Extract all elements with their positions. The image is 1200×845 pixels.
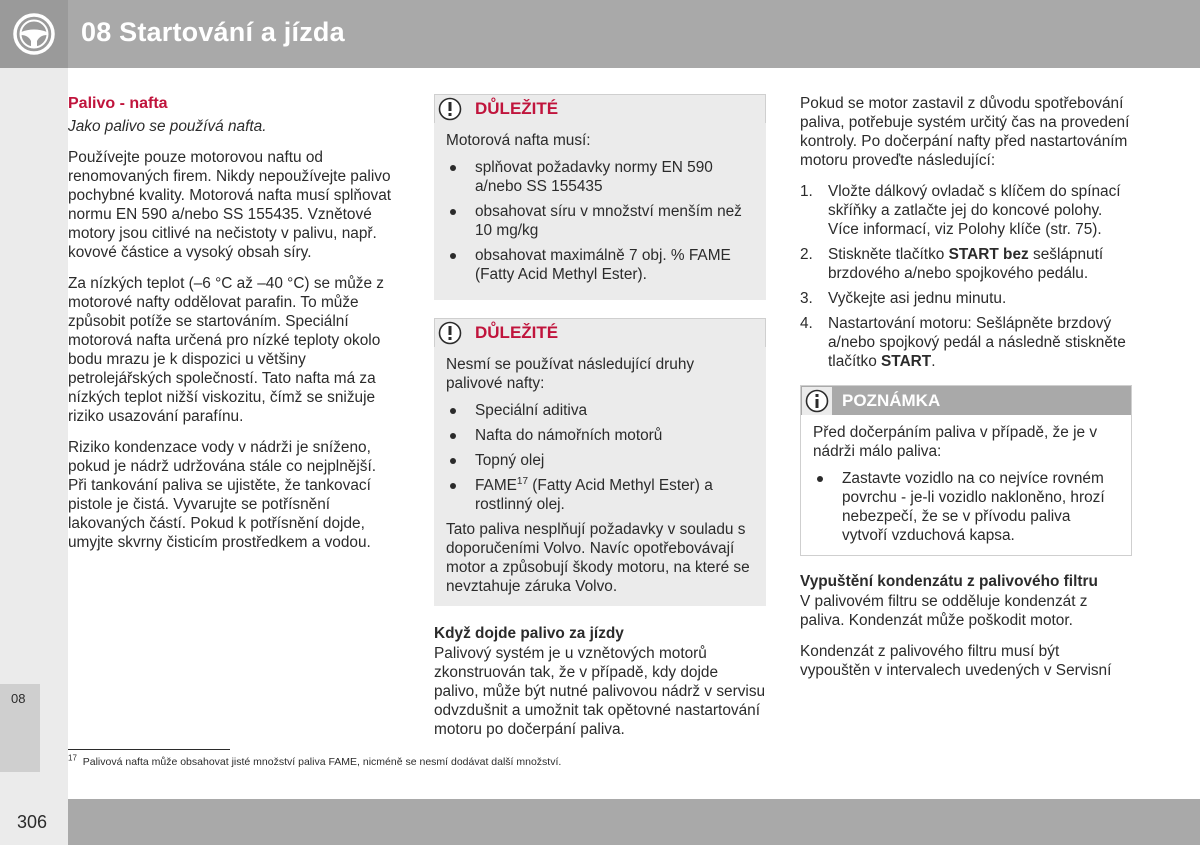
chapter-icon-box — [0, 0, 68, 68]
step-item — [800, 314, 1132, 371]
important-intro: Nesmí se používat následující druhy palivové nafty: — [446, 356, 695, 392]
list-item: Nafta do námořních motorů — [446, 426, 754, 445]
exclamation-icon-cell — [435, 319, 465, 347]
list-item: Speciální aditiva — [446, 401, 754, 420]
note-box-header — [801, 386, 1131, 415]
important-box-header — [434, 94, 766, 123]
footnote-number: 17 — [68, 753, 77, 763]
note-box — [800, 385, 1132, 556]
step-item — [800, 245, 1132, 283]
section-subtitle: Jako palivo se používá nafta. — [68, 118, 267, 135]
important-outro: Tato paliva nesplňují požadavky v souladu s doporučeními Volvo. Navíc opotřebovávají motor a způsobují škody motoru, na které se nevztahuje záruka Volvo. — [446, 521, 750, 595]
step-text-end: sešlápnutí brzdového a/nebo spojkového pedálu. — [828, 246, 1104, 282]
forbidden-list — [446, 401, 754, 514]
chapter-title: 08 Startování a jízda — [81, 17, 345, 47]
important-list — [446, 158, 754, 284]
subheading-out-of-fuel: Když dojde palivo za jízdy — [434, 625, 624, 642]
step-number: 2. — [800, 246, 813, 263]
step-text: Vložte dálkový ovladač s klíčem do spínací skříňky a zatlačte jej do koncové polohy. Více informací, viz Polohy klíče (str. 75). — [828, 183, 1121, 238]
fame-label: FAME — [475, 477, 517, 494]
important-box-title: DŮLEŽITÉ — [475, 99, 559, 118]
important-box-forbidden — [434, 318, 766, 606]
paragraph-condensate-1: V palivovém filtru se odděluje kondenzát z paliva. Kondenzát může poškodit motor. — [800, 593, 1088, 629]
footnote-text: Palivová nafta může obsahovat jisté množství paliva FAME, nicméně se nesmí dodávat další množství. — [82, 756, 562, 768]
step-bold: START — [881, 353, 932, 370]
step-text-end: . — [931, 353, 936, 370]
note-intro: Před dočerpáním paliva v případě, že je v nádrži málo paliva: — [813, 424, 1098, 460]
list-item: Zastavte vozidlo na co nejvíce rovném povrchu - je-li vozidlo nakloněno, hrozí nebezpečí, že se v přívodu paliva vytvoří vzduchová kapsa. — [813, 469, 1119, 545]
important-box-body — [434, 347, 766, 606]
important-box-requirements — [434, 94, 766, 300]
step-text: Nastartování motoru: Sešlápněte brzdový a/nebo spojkový pedál a následně stiskněte tlačítko — [828, 315, 1126, 370]
note-list — [813, 469, 1119, 545]
paragraph-condensate-2: Kondenzát z palivového filtru musí být vypouštěn v intervalech uvedených v Servisní — [800, 643, 1112, 679]
step-number: 1. — [800, 183, 813, 200]
info-icon-cell — [802, 387, 832, 415]
note-box-body — [801, 415, 1131, 555]
list-item: obsahovat síru v množství menším než 10 mg/kg — [446, 202, 754, 240]
footnote-rule — [68, 749, 230, 750]
step-item — [800, 289, 1132, 308]
step-bold: START bez — [948, 246, 1029, 263]
important-box-title: DŮLEŽITÉ — [475, 323, 559, 342]
step-number: 3. — [800, 290, 813, 307]
restart-steps — [800, 182, 1132, 371]
important-box-header — [434, 318, 766, 347]
list-item: obsahovat maximálně 7 obj. % FAME (Fatty Acid Methyl Ester). — [446, 246, 754, 284]
info-icon — [805, 389, 829, 413]
exclamation-icon — [438, 97, 462, 121]
list-item-fame — [446, 476, 754, 514]
footnote — [68, 753, 562, 768]
paragraph-out-of-fuel: Palivový systém je u vznětových motorů zkonstruován tak, že v případě, kdy dojde palivo, může být nutné palivovou nádrž v servisu odvzdušnit a umožnit tak opětovné nastartování motoru po dočerpání paliva. — [434, 645, 766, 738]
exclamation-icon-cell — [435, 95, 465, 123]
note-box-title: POZNÁMKA — [842, 391, 941, 410]
step-text: Vyčkejte asi jednu minutu. — [828, 290, 1007, 307]
important-box-body — [434, 123, 766, 300]
page-footer — [0, 799, 1200, 845]
page-number: 306 — [17, 812, 48, 832]
column-left — [68, 94, 398, 564]
footnote-ref: 17 — [516, 475, 529, 487]
paragraph-restart-intro: Pokud se motor zastavil z důvodu spotřebování paliva, potřebuje systém určitý čas na provedení kontroly. Po dočerpání nafty před nastartováním motoru proveďte následující: — [800, 95, 1130, 169]
column-right — [800, 94, 1132, 692]
chapter-side-tab-label: 08 — [11, 691, 26, 706]
fame-rest: (Fatty Acid Methyl Ester) a rostlinný olej. — [475, 477, 713, 513]
column-middle — [434, 94, 766, 751]
paragraph-quality: Používejte pouze motorovou naftu od renomovaných firem. Nikdy nepoužívejte palivo pochybné kvality. Motorová nafta musí splňovat normu EN 590 a/nebo SS 155435. Vznětové motory jsou citlivé na nečistoty v palivu, např. kovové částice a vysoký obsah síry. — [68, 149, 392, 261]
important-intro: Motorová nafta musí: — [446, 132, 591, 149]
section-title: Palivo - nafta — [68, 95, 168, 112]
exclamation-icon — [438, 321, 462, 345]
step-item — [800, 182, 1132, 239]
list-item: Topný olej — [446, 451, 754, 470]
paragraph-condensation: Riziko kondenzace vody v nádrži je sníženo, pokud je nádrž udržována stále co nejplnější. Při tankování paliva se ujistěte, že tankovací pistole je čistá. Vyvarujte se potřísnění lakovaných částí. Pokud k potřísnění dojde, umyjte skvrny čisticím prostředkem a vodou. — [68, 439, 377, 551]
step-number: 4. — [800, 315, 813, 332]
list-item: splňovat požadavky normy EN 590 a/nebo SS 155435 — [446, 158, 754, 196]
step-text: Stiskněte tlačítko — [828, 246, 949, 263]
subheading-condensate: Vypuštění kondenzátu z palivového filtru — [800, 573, 1098, 590]
steering-wheel-icon — [13, 13, 55, 55]
paragraph-low-temp: Za nízkých teplot (–6 °C až –40 °C) se může z motorové nafty oddělovat parafin. To může způsobit potíže se startováním. Speciální motorová nafta určená pro nízké teploty okolo bodu mrazu je k dispozici u většiny petrolejářských společností. Tato nafta má za nízkých teplot nižší viskozitu, čímž se snižuje riziko usazování parafínu. — [68, 275, 384, 425]
